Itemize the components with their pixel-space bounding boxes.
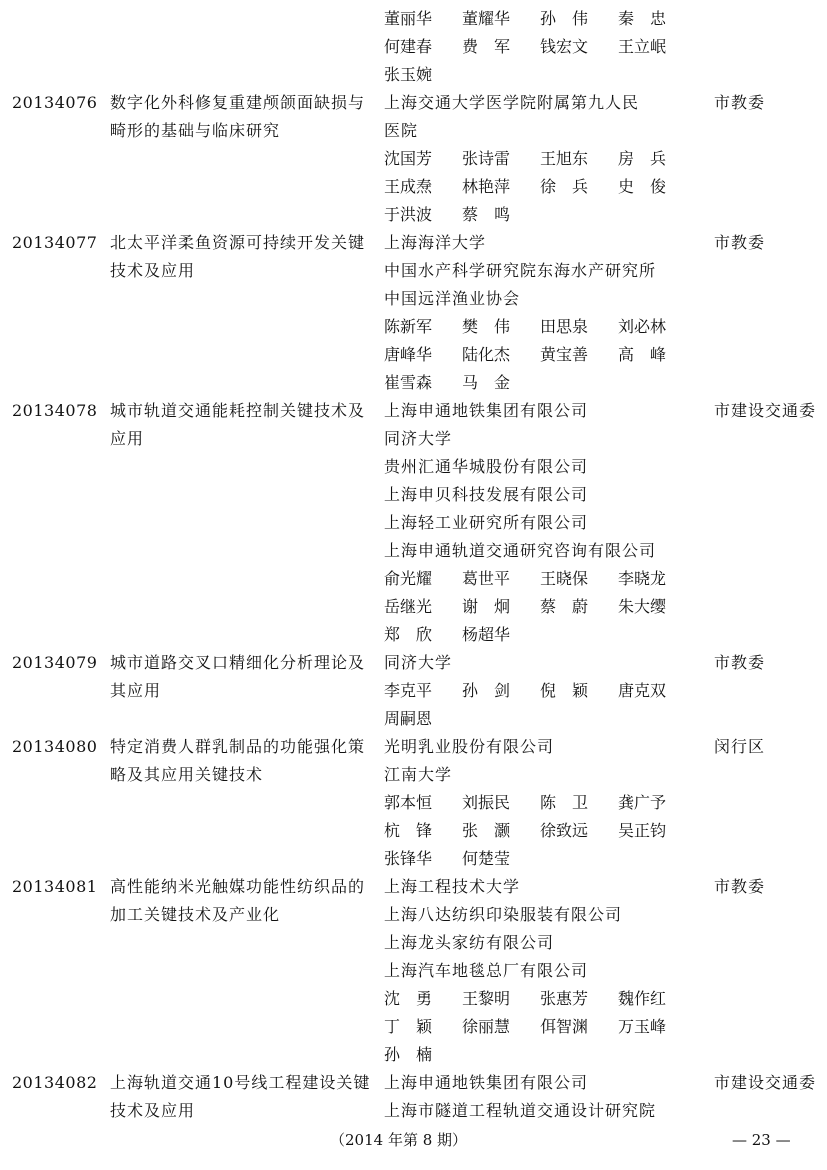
person-name: 樊 伟: [462, 317, 511, 336]
person-name: 王成焘: [384, 177, 433, 196]
person-name: 陆化杰: [462, 345, 511, 364]
unit-name: 上海轻工业研究所有限公司: [384, 513, 589, 532]
person-name: 沈 勇: [384, 989, 433, 1008]
person-name: 谢 炯: [462, 597, 511, 616]
person-name: 王晓保: [540, 569, 589, 588]
unit-name: 上海海洋大学: [384, 233, 487, 252]
project-id: 20134079: [12, 653, 98, 672]
unit-name: 江南大学: [384, 765, 453, 784]
unit-name: 中国远洋渔业协会: [384, 289, 521, 308]
person-name: 杨超华: [462, 625, 511, 644]
project-id: 20134078: [12, 401, 98, 420]
unit-name: 上海申贝科技发展有限公司: [384, 485, 589, 504]
person-name: 张惠芳: [540, 989, 589, 1008]
person-name: 林艳萍: [462, 177, 511, 196]
unit-name: 上海市隧道工程轨道交通设计研究院: [384, 1101, 657, 1120]
project-title: 北太平洋柔鱼资源可持续开发关键技术及应用: [110, 233, 366, 280]
unit-name: 贵州汇通华城股份有限公司: [384, 457, 589, 476]
unit-name: 上海龙头家纺有限公司: [384, 933, 555, 952]
person-name: 周嗣恩: [384, 709, 433, 728]
person-name: 蔡 蔚: [540, 597, 589, 616]
recommending-dept: 市教委: [714, 233, 766, 252]
unit-name: 上海八达纺织印染服装有限公司: [384, 905, 623, 924]
project-id: 20134080: [12, 737, 98, 756]
person-name: 万玉峰: [618, 1017, 667, 1036]
person-name: 黄宝善: [540, 345, 589, 364]
unit-name: 上海申通轨道交通研究咨询有限公司: [384, 541, 657, 560]
person-name: 陈新军: [384, 317, 433, 336]
person-name: 葛世平: [462, 569, 511, 588]
project-title: 特定消费人群乳制品的功能强化策略及其应用关键技术: [110, 737, 366, 784]
person-name: 李晓龙: [618, 569, 667, 588]
person-name: 徐致远: [540, 821, 589, 840]
recommending-dept: 市教委: [714, 877, 766, 896]
person-name: 张玉婉: [384, 65, 433, 84]
unit-name: 光明乳业股份有限公司: [384, 737, 555, 756]
person-name: 王旭东: [540, 149, 589, 168]
person-name: 俞光耀: [384, 569, 433, 588]
person-name: 沈国芳: [384, 149, 433, 168]
person-name: 魏作红: [618, 989, 667, 1008]
person-name: 董耀华: [462, 9, 511, 28]
person-name: 岳继光: [384, 597, 433, 616]
unit-name: 上海交通大学医学院附属第九人民: [384, 93, 640, 112]
recommending-dept: 市建设交通委: [714, 401, 817, 420]
person-name: 倪 颖: [540, 681, 589, 700]
person-name: 孙 剑: [462, 681, 511, 700]
person-name: 吴正钧: [618, 821, 667, 840]
person-name: 郑 欣: [384, 625, 433, 644]
person-name: 王立岷: [618, 37, 667, 56]
recommending-dept: 闵行区: [714, 737, 766, 756]
project-title: 城市道路交叉口精细化分析理论及其应用: [110, 653, 366, 700]
person-name: 佴智渊: [540, 1017, 589, 1036]
person-name: 秦 忠: [618, 9, 667, 28]
person-name: 朱大缨: [618, 597, 667, 616]
person-name: 马 金: [462, 373, 511, 392]
person-name: 李克平: [384, 681, 433, 700]
recommending-dept: 市教委: [714, 653, 766, 672]
unit-name: 中国水产科学研究院东海水产研究所: [384, 261, 657, 280]
person-name: 刘必林: [618, 317, 667, 336]
person-name: 崔雪森: [384, 373, 433, 392]
person-name: 徐 兵: [540, 177, 589, 196]
person-name: 徐丽慧: [462, 1017, 511, 1036]
unit-name: 同济大学: [384, 429, 453, 448]
project-title: 数字化外科修复重建颅颌面缺损与畸形的基础与临床研究: [110, 93, 366, 140]
footer-issue: （2014 年第 8 期）: [330, 1131, 468, 1149]
person-name: 钱宏文: [540, 37, 589, 56]
page-number: — 23 —: [732, 1131, 791, 1149]
project-id: 20134077: [12, 233, 98, 252]
person-name: 孙 楠: [384, 1045, 433, 1064]
person-name: 何楚莹: [462, 849, 511, 868]
person-name: 王黎明: [462, 989, 511, 1008]
recommending-dept: 市建设交通委: [714, 1073, 817, 1092]
person-name: 陈 卫: [540, 793, 589, 812]
person-name: 张 灏: [462, 821, 511, 840]
person-name: 高 峰: [618, 345, 667, 364]
person-name: 杭 锋: [384, 821, 433, 840]
project-id: 20134082: [12, 1073, 98, 1092]
project-title: 上海轨道交通10号线工程建设关键技术及应用: [110, 1073, 371, 1120]
unit-name: 上海申通地铁集团有限公司: [384, 1073, 589, 1092]
unit-name: 上海工程技术大学: [384, 877, 521, 896]
project-id: 20134076: [12, 93, 98, 112]
unit-name: 上海汽车地毯总厂有限公司: [384, 961, 589, 980]
person-name: 张诗雷: [462, 149, 511, 168]
person-name: 唐峰华: [384, 345, 433, 364]
unit-name: 同济大学: [384, 653, 453, 672]
person-name: 孙 伟: [540, 9, 589, 28]
project-id: 20134081: [12, 877, 98, 896]
project-title: 高性能纳米光触媒功能性纺织品的加工关键技术及产业化: [110, 877, 366, 924]
person-name: 何建春: [384, 37, 433, 56]
person-name: 刘振民: [462, 793, 511, 812]
person-name: 董丽华: [384, 9, 433, 28]
person-name: 张锋华: [384, 849, 433, 868]
person-name: 丁 颖: [384, 1017, 433, 1036]
person-name: 于洪波: [384, 205, 433, 224]
person-name: 史 俊: [618, 177, 667, 196]
unit-name: 上海申通地铁集团有限公司: [384, 401, 589, 420]
unit-name: 医院: [384, 121, 419, 140]
person-name: 田思泉: [540, 317, 589, 336]
person-name: 房 兵: [618, 149, 667, 168]
recommending-dept: 市教委: [714, 93, 766, 112]
person-name: 蔡 鸣: [462, 205, 511, 224]
person-name: 龚广予: [618, 793, 667, 812]
project-title: 城市轨道交通能耗控制关键技术及应用: [110, 401, 366, 448]
person-name: 郭本恒: [384, 793, 433, 812]
person-name: 费 军: [462, 37, 511, 56]
person-name: 唐克双: [618, 681, 667, 700]
